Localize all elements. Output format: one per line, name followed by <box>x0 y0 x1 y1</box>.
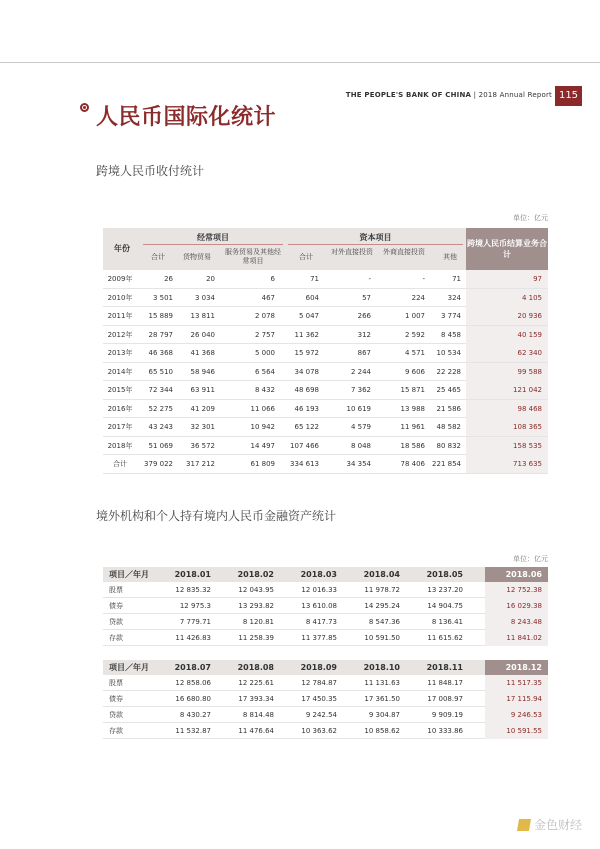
value-cell: 266 <box>357 312 371 320</box>
table-row <box>103 614 548 630</box>
month-header: 2018.08 <box>237 663 274 672</box>
table-row <box>103 437 548 456</box>
value-cell: 57 <box>362 293 371 302</box>
table-row <box>103 270 548 289</box>
value-cell: 11 532.87 <box>175 727 211 735</box>
value-cell: 17 393.34 <box>238 695 274 703</box>
year-cell: 合计 <box>113 460 127 468</box>
year-cell: 2018年 <box>107 441 133 450</box>
value-cell: 7 779.71 <box>179 618 211 626</box>
value-cell: 25 465 <box>436 386 461 394</box>
value-cell: 65 510 <box>148 367 173 376</box>
value-cell: 63 911 <box>190 386 215 394</box>
value-cell: 14 497 <box>250 441 275 450</box>
page-header <box>0 44 600 101</box>
value-cell: 52 275 <box>148 404 173 413</box>
value-cell: 11 131.63 <box>364 679 400 687</box>
section-bullet-icon <box>80 103 89 112</box>
total-cell: 40 159 <box>466 326 548 344</box>
value-cell: 46 368 <box>148 349 173 357</box>
value-cell: 11 476.64 <box>238 727 274 735</box>
year-cell: 2015年 <box>107 386 133 394</box>
item-label: 存款 <box>109 727 123 735</box>
value-cell: 21 586 <box>436 404 461 413</box>
value-cell: 11 978.72 <box>364 586 400 594</box>
capital-account-header: 资本项目 <box>359 233 392 242</box>
value-cell: 9 606 <box>404 367 425 376</box>
item-label: 债券 <box>109 695 123 703</box>
item-label: 股票 <box>109 679 123 687</box>
value-cell: 867 <box>357 349 371 357</box>
table-row <box>103 418 548 437</box>
value-cell: 13 237.20 <box>427 586 463 594</box>
value-cell: 3 501 <box>152 293 173 302</box>
month-header: 2018.12 <box>485 660 548 675</box>
total-cell: 713 635 <box>466 455 548 473</box>
total-cell: 99 588 <box>466 363 548 381</box>
total-cell: 158 535 <box>466 437 548 455</box>
value-cell: 72 344 <box>148 386 173 394</box>
value-cell: 20 <box>206 275 215 283</box>
sub-header: 外商直接投资 <box>383 248 425 256</box>
value-cell: 41 209 <box>190 404 215 413</box>
item-label: 股票 <box>109 586 123 594</box>
value-cell: 324 <box>447 293 461 302</box>
item-month-header: 项目／年月 <box>109 570 149 579</box>
value-cell: 604 <box>305 293 319 302</box>
value-cell: 317 212 <box>186 460 215 468</box>
watermark-logo-icon <box>517 819 531 831</box>
value-cell: 15 972 <box>294 349 319 357</box>
value-cell: 10 591.55 <box>485 723 548 739</box>
value-cell: 334 613 <box>290 460 319 468</box>
value-cell: 16 029.38 <box>485 598 548 614</box>
value-cell: 51 069 <box>148 441 173 450</box>
value-cell: 312 <box>357 330 371 339</box>
table1-header <box>103 228 548 270</box>
value-cell: 4 571 <box>404 349 425 357</box>
total-cell: 108 365 <box>466 418 548 436</box>
value-cell: 5 000 <box>254 349 275 357</box>
value-cell: 13 610.08 <box>301 602 337 610</box>
month-header: 2018.06 <box>485 567 548 582</box>
month-header: 2018.07 <box>174 663 211 672</box>
item-label: 贷款 <box>109 618 123 626</box>
value-cell: 16 680.80 <box>175 695 211 703</box>
value-cell: 10 942 <box>250 423 275 431</box>
value-cell: 467 <box>261 293 275 302</box>
value-cell: 9 242.54 <box>305 711 337 719</box>
table1-body <box>103 270 548 474</box>
report-title: THE PEOPLE'S BANK OF CHINA | 2018 Annual Report <box>345 91 552 99</box>
table-row <box>103 707 548 723</box>
month-header: 2018.01 <box>174 570 211 579</box>
value-cell: 32 301 <box>190 423 215 431</box>
value-cell: - <box>368 275 371 283</box>
table-row <box>103 344 548 363</box>
item-month-header: 项目／年月 <box>109 663 149 672</box>
table-row <box>103 363 548 382</box>
year-cell: 2017年 <box>107 423 133 431</box>
year-cell: 2011年 <box>107 312 133 320</box>
value-cell: 17 361.50 <box>364 695 400 703</box>
value-cell: 13 293.82 <box>238 602 274 610</box>
publisher-name: THE PEOPLE'S BANK OF CHINA <box>345 91 472 99</box>
table-header <box>103 567 548 582</box>
table-row <box>103 675 548 691</box>
value-cell: 11 961 <box>400 423 425 431</box>
value-cell: 12 225.61 <box>238 679 274 687</box>
sub-header: 合计 <box>299 253 313 261</box>
value-cell: 13 811 <box>190 312 215 320</box>
value-cell: 11 517.35 <box>485 675 548 691</box>
capital-group-line <box>288 244 463 245</box>
value-cell: 11 066 <box>250 404 275 413</box>
table-row <box>103 598 548 614</box>
value-cell: 65 122 <box>294 423 319 431</box>
value-cell: 43 243 <box>148 423 173 431</box>
sub-header: 货物贸易 <box>183 253 211 261</box>
table-row <box>103 381 548 400</box>
value-cell: 17 450.35 <box>301 695 337 703</box>
value-cell: 58 946 <box>190 367 215 376</box>
sub-header: 合计 <box>151 253 165 261</box>
current-account-header: 经常项目 <box>197 233 229 242</box>
value-cell: 48 698 <box>294 386 319 394</box>
year-cell: 2010年 <box>107 293 133 302</box>
value-cell: 28 797 <box>148 330 173 339</box>
value-cell: 8 547.36 <box>368 618 400 626</box>
year-cell: 2014年 <box>107 367 133 376</box>
table-row <box>103 400 548 419</box>
section-title: 人民币国际化统计 <box>96 105 277 130</box>
value-cell: 46 193 <box>294 404 319 413</box>
value-cell: 8 136.41 <box>431 618 463 626</box>
value-cell: 8 814.48 <box>242 711 274 719</box>
header-divider <box>0 62 600 63</box>
value-cell: 4 579 <box>350 423 371 431</box>
value-cell: 12 752.38 <box>485 582 548 598</box>
value-cell: 12 975.3 <box>179 602 211 610</box>
value-cell: 8 048 <box>350 441 371 450</box>
value-cell: 13 988 <box>400 404 425 413</box>
value-cell: 36 572 <box>190 441 215 450</box>
value-cell: 10 363.62 <box>301 727 337 735</box>
value-cell: 11 615.62 <box>427 634 463 642</box>
value-cell: 3 034 <box>194 293 215 302</box>
rmb-assets-table-h2 <box>103 660 548 739</box>
total-cell: 98 468 <box>466 400 548 418</box>
watermark <box>518 816 582 833</box>
value-cell: 8 243.48 <box>485 614 548 630</box>
value-cell: 26 <box>164 275 173 283</box>
year-cell: 2016年 <box>107 404 133 413</box>
total-cell: 62 340 <box>466 344 548 362</box>
table-row <box>103 691 548 707</box>
value-cell: 12 858.06 <box>175 679 211 687</box>
value-cell: 8 417.73 <box>305 618 337 626</box>
value-cell: 107 466 <box>290 441 319 450</box>
value-cell: 6 <box>270 275 275 283</box>
value-cell: 10 591.50 <box>364 634 400 642</box>
value-cell: 15 871 <box>400 386 425 394</box>
value-cell: 9 304.87 <box>368 711 400 719</box>
item-label: 债券 <box>109 602 123 610</box>
value-cell: 9 909.19 <box>431 711 463 719</box>
value-cell: 7 362 <box>350 386 371 394</box>
value-cell: 8 430.27 <box>179 711 211 719</box>
table-row <box>103 307 548 326</box>
value-cell: 48 582 <box>436 423 461 431</box>
table-header <box>103 660 548 675</box>
value-cell: 10 858.62 <box>364 727 400 735</box>
month-header: 2018.09 <box>300 663 337 672</box>
value-cell: 379 022 <box>144 460 173 468</box>
total-cell: 20 936 <box>466 307 548 325</box>
value-cell: 11 377.85 <box>301 634 337 642</box>
month-header: 2018.03 <box>300 570 337 579</box>
value-cell: 71 <box>310 275 319 283</box>
value-cell: 11 848.17 <box>427 679 463 687</box>
rmb-assets-table-h1 <box>103 567 548 646</box>
value-cell: 11 426.83 <box>175 634 211 642</box>
value-cell: 2 757 <box>254 330 275 339</box>
month-header: 2018.11 <box>426 663 463 672</box>
value-cell: 3 774 <box>440 312 461 320</box>
value-cell: 41 368 <box>190 349 215 357</box>
value-cell: 71 <box>452 275 461 283</box>
item-label: 存款 <box>109 634 123 642</box>
total-cell: 121 042 <box>466 381 548 399</box>
value-cell: 26 040 <box>190 330 215 339</box>
sub-header: 对外直接投资 <box>331 248 373 256</box>
month-header: 2018.04 <box>363 570 400 579</box>
value-cell: 6 564 <box>254 367 275 376</box>
table1-unit: 单位：亿元 <box>513 214 548 222</box>
value-cell: 78 406 <box>400 460 425 468</box>
value-cell: 10 333.86 <box>427 727 463 735</box>
value-cell: 1 007 <box>404 312 425 320</box>
settlement-total-header: 跨境人民币结算业务合计 <box>466 228 548 270</box>
total-cell: 97 <box>466 270 548 288</box>
year-header: 年份 <box>114 244 130 253</box>
value-cell: 15 889 <box>148 312 173 320</box>
value-cell: 12 835.32 <box>175 586 211 594</box>
item-label: 贷款 <box>109 711 123 719</box>
value-cell: 224 <box>411 293 425 302</box>
year-cell: 2013年 <box>107 349 133 357</box>
value-cell: 80 832 <box>436 441 461 450</box>
table1-title: 跨境人民币收付统计 <box>96 164 205 178</box>
value-cell: - <box>422 275 425 283</box>
table-row <box>103 455 548 474</box>
value-cell: 14 904.75 <box>427 602 463 610</box>
table-row <box>103 582 548 598</box>
report-name: 2018 Annual Report <box>478 91 552 99</box>
value-cell: 5 047 <box>298 312 319 320</box>
value-cell: 61 809 <box>250 460 275 468</box>
table-row <box>103 289 548 308</box>
sub-header: 服务贸易及其他经常项目 <box>225 248 281 265</box>
value-cell: 18 586 <box>400 441 425 450</box>
table-row <box>103 326 548 345</box>
watermark-text: 金色财经 <box>533 818 582 832</box>
page-number: 115 <box>555 86 582 106</box>
table-row <box>103 723 548 739</box>
value-cell: 8 458 <box>440 330 461 339</box>
value-cell: 17 115.94 <box>485 691 548 707</box>
month-header: 2018.02 <box>237 570 274 579</box>
month-header: 2018.10 <box>363 663 400 672</box>
value-cell: 9 246.53 <box>485 707 548 723</box>
value-cell: 2 592 <box>404 330 425 339</box>
value-cell: 12 043.95 <box>238 586 274 594</box>
value-cell: 8 432 <box>254 386 275 394</box>
value-cell: 11 362 <box>294 330 319 339</box>
value-cell: 8 120.81 <box>242 618 274 626</box>
table-row <box>103 630 548 646</box>
value-cell: 10 534 <box>436 349 461 357</box>
total-cell: 4 105 <box>466 289 548 307</box>
year-cell: 2012年 <box>107 330 133 339</box>
sub-header: 其他 <box>443 253 457 261</box>
year-cell: 2009年 <box>107 275 133 283</box>
value-cell: 34 354 <box>346 460 371 468</box>
value-cell: 12 784.87 <box>301 679 337 687</box>
value-cell: 11 841.02 <box>485 630 548 646</box>
table2-unit: 单位：亿元 <box>513 555 548 563</box>
cross-border-rmb-table <box>103 228 548 474</box>
table2-title: 境外机构和个人持有境内人民币金融资产统计 <box>96 509 337 523</box>
value-cell: 2 244 <box>350 367 371 376</box>
value-cell: 11 258.39 <box>238 634 274 642</box>
value-cell: 22 228 <box>436 367 461 376</box>
value-cell: 14 295.24 <box>364 602 400 610</box>
month-header: 2018.05 <box>426 570 463 579</box>
value-cell: 34 078 <box>294 367 319 376</box>
value-cell: 12 016.33 <box>301 586 337 594</box>
value-cell: 10 619 <box>346 404 371 413</box>
value-cell: 221 854 <box>432 460 461 468</box>
value-cell: 17 008.97 <box>427 695 463 703</box>
value-cell: 2 078 <box>254 312 275 320</box>
current-group-line <box>143 244 283 245</box>
